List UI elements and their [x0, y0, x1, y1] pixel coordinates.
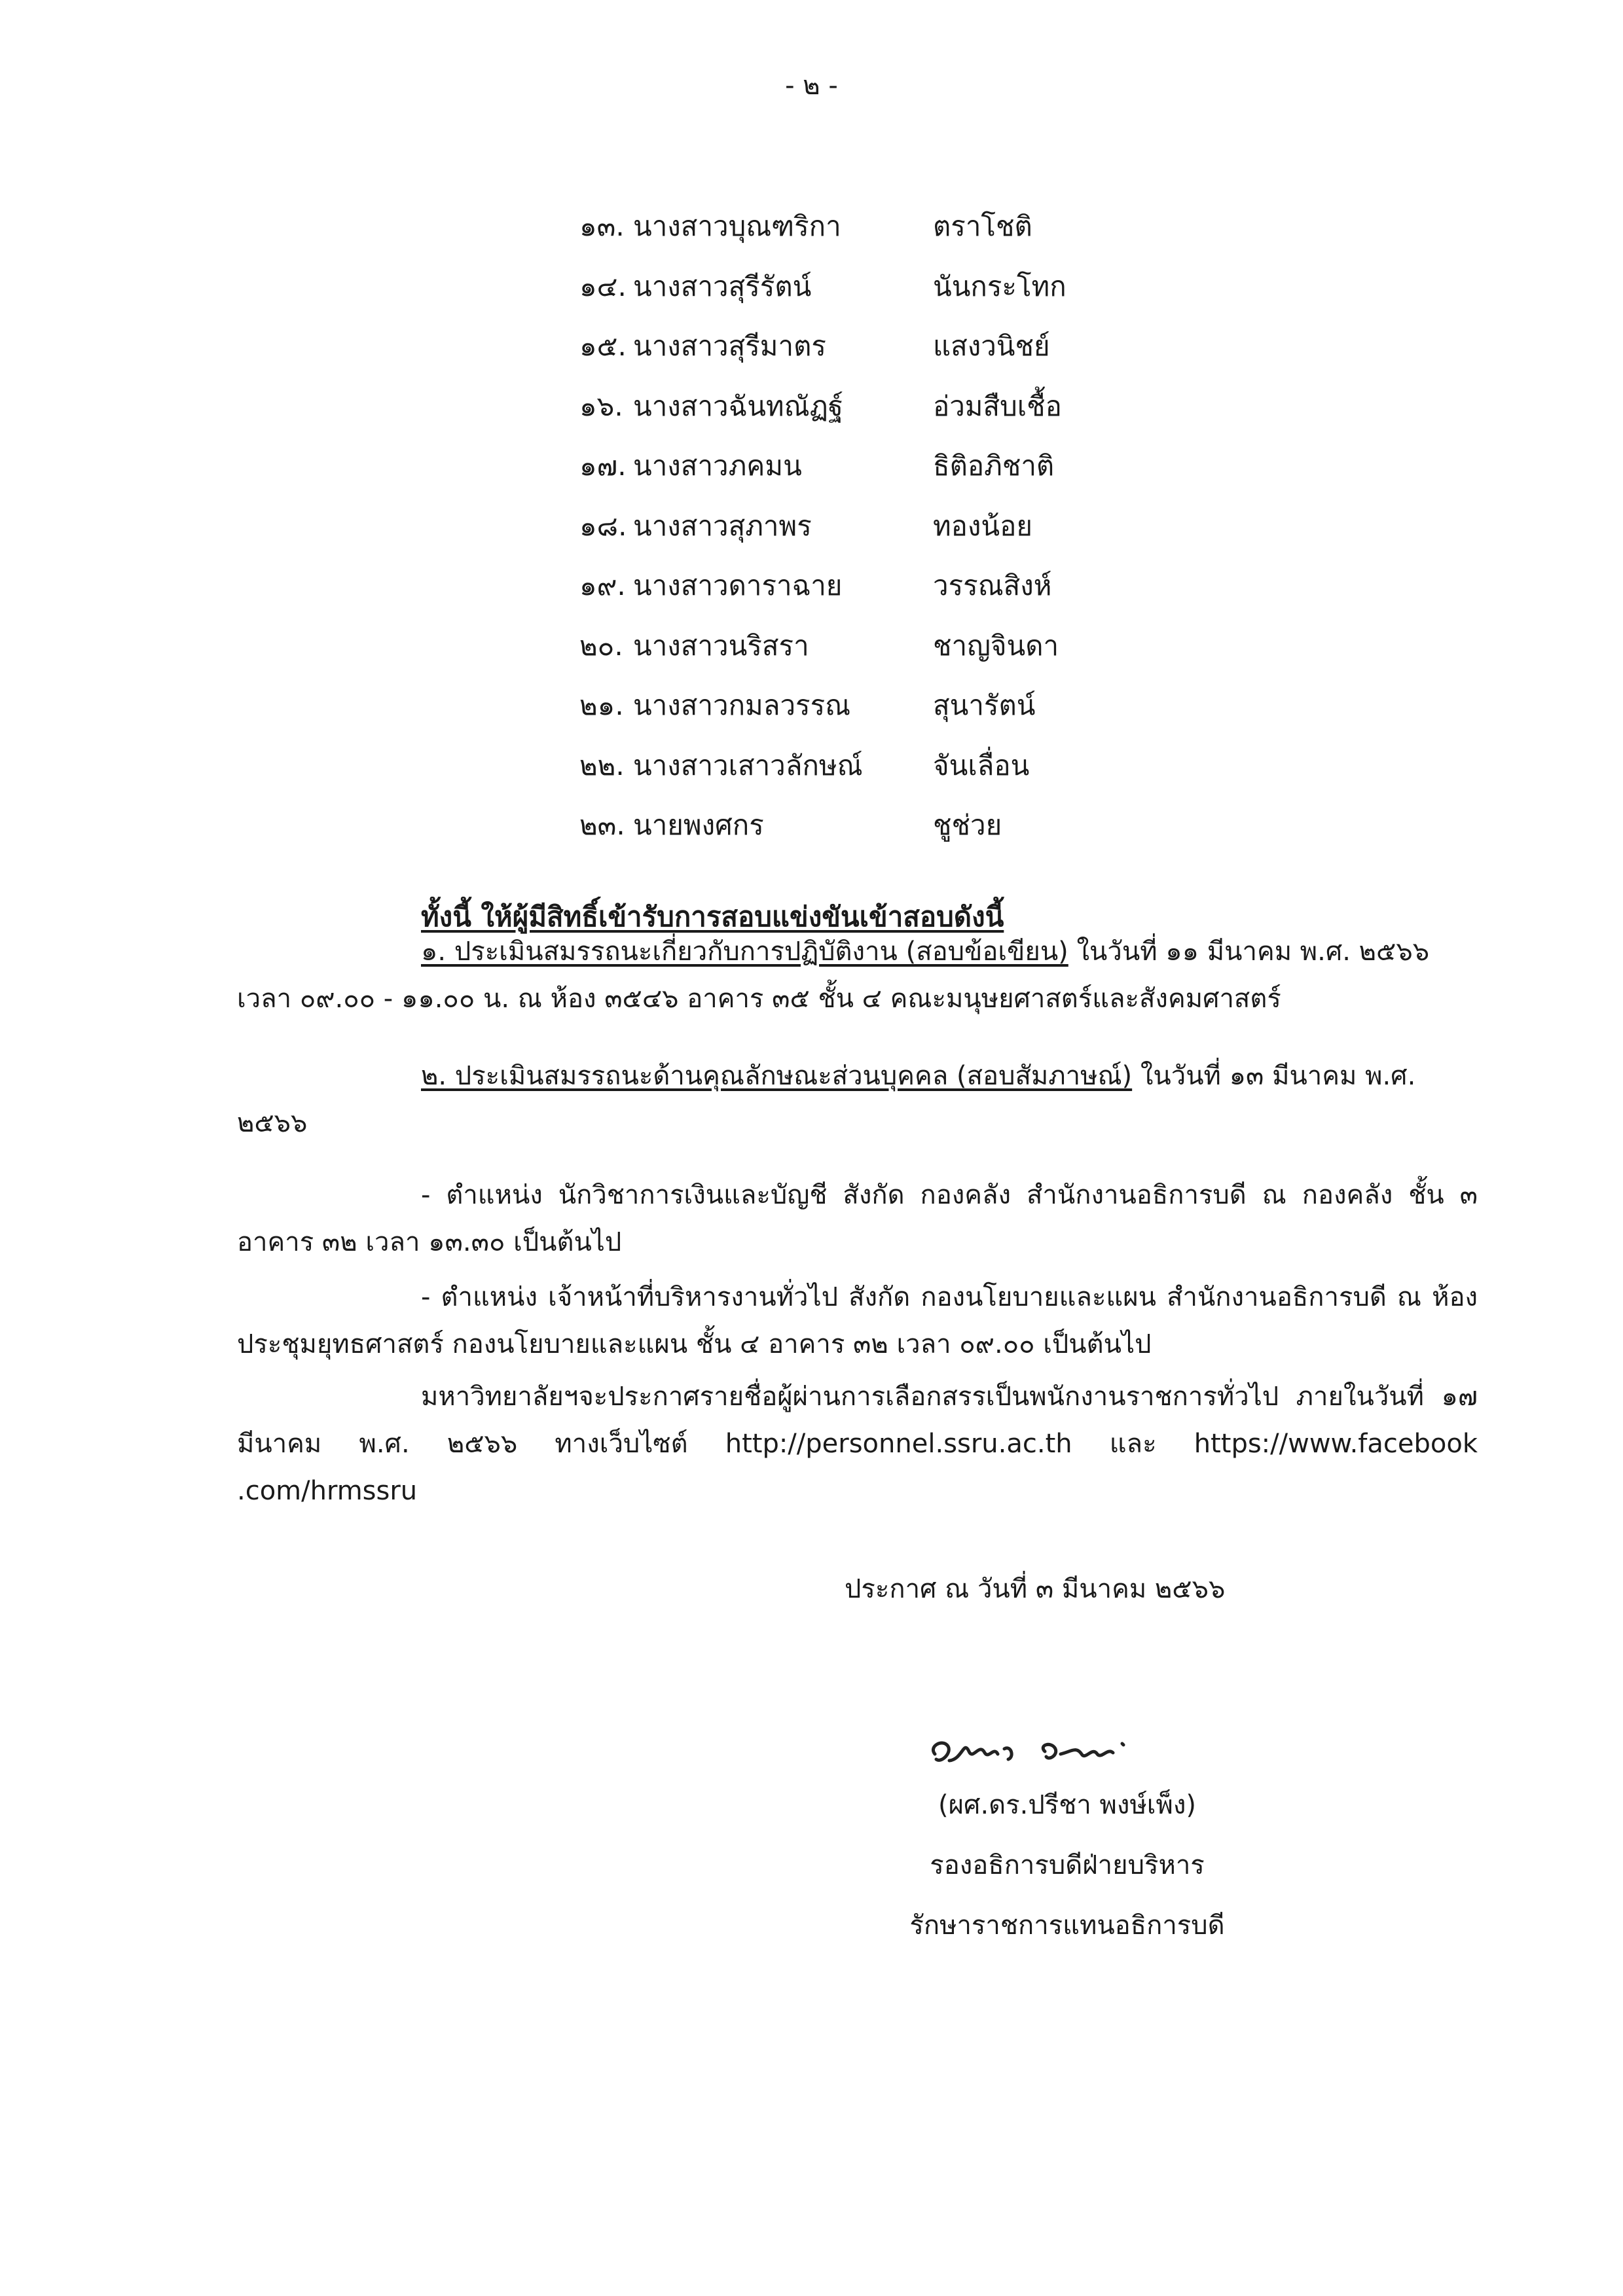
- results-announcement: [237, 1373, 1478, 1515]
- signer-block: [903, 1775, 1231, 1956]
- candidate-first-name: นางสาวสุรีรัตน์: [633, 270, 812, 302]
- candidate-row: [579, 436, 1169, 496]
- candidate-last-name: ธิติอภิชาติ: [933, 450, 1055, 482]
- candidate-first-name: นางสาวบุณฑริกา: [633, 210, 841, 242]
- exam-item-1-title: ๑. ประเมินสมรรถนะเกี่ยวกับการปฏิบัติงาน (สอบข้อเขียน): [421, 937, 1068, 967]
- candidate-last-name: จันเลื่อน: [933, 749, 1030, 781]
- candidate-number: ๑๓.: [579, 210, 625, 242]
- candidate-first-name: นางสาวกมลวรรณ: [633, 689, 851, 721]
- exam-item-1-detail: เวลา ๐๙.๐๐ - ๑๑.๐๐ น. ณ ห้อง ๓๕๔๖ อาคาร ๓๕ ชั้น ๔ คณะมนุษยศาสตร์และสังคมศาสตร์: [237, 984, 1281, 1014]
- candidate-last-name: วรรณสิงห์: [933, 569, 1052, 601]
- exam-item-1: [237, 928, 1478, 1022]
- candidate-first-name: นางสาวภคมน: [633, 450, 802, 482]
- candidate-first-name: นางสาวฉันทณัฏฐ์: [633, 389, 843, 422]
- exam-item-2: [237, 1052, 1478, 1147]
- exam-item-2-year: ๒๕๖๖: [237, 1108, 308, 1138]
- candidate-row: [579, 257, 1169, 317]
- candidate-first-name: นายพงศกร: [633, 809, 764, 841]
- candidate-row: [579, 795, 1169, 855]
- signer-name: (ผศ.ดร.ปรีชา พงษ์เพ็ง): [938, 1790, 1196, 1820]
- candidate-number: ๒๑.: [579, 689, 624, 721]
- candidate-last-name: นันกระโทก: [933, 270, 1067, 302]
- section-heading: ทั้งนี้ ให้ผู้มีสิทธิ์เข้ารับการสอบแข่งขันเข้าสอบดังนี้: [421, 901, 1004, 933]
- candidate-number: ๑๖.: [579, 389, 623, 422]
- candidate-last-name: สุนารัตน์: [933, 689, 1036, 721]
- candidate-first-name: นางสาวดาราฉาย: [633, 569, 843, 601]
- candidate-last-name: ตราโชติ: [933, 210, 1032, 242]
- candidate-number: ๑๘.: [579, 509, 627, 542]
- exam-item-2-title: ๒. ประเมินสมรรถนะด้านคุณลักษณะส่วนบุคคล (สอบสัมภาษณ์): [421, 1061, 1133, 1091]
- candidate-first-name: นางสาวนริสรา: [633, 629, 809, 662]
- position-2: [237, 1274, 1478, 1368]
- candidate-first-name: นางสาวสุรีมาตร: [633, 330, 826, 362]
- position-2-text: - ตำแหน่ง เจ้าหน้าที่บริหารงานทั่วไป สังกัด กองนโยบายและแผน สำนักงานอธิการบดี ณ ห้องประชุมยุทธศาสตร์ กองนโยบายและแผน ชั้น ๔ อาคาร ๓๒ เวลา ๐๙.๐๐ เป็นต้นไป: [237, 1282, 1478, 1359]
- signer-acting: รักษาราชการแทนอธิการบดี: [909, 1910, 1225, 1941]
- candidate-last-name: ชาญจินดา: [933, 629, 1059, 662]
- candidate-last-name: แสงวนิชย์: [933, 330, 1050, 362]
- signer-title: รองอธิการบดีฝ่ายบริหาร: [930, 1850, 1205, 1880]
- candidate-row: [579, 376, 1169, 437]
- results-text: มหาวิทยาลัยฯจะประกาศรายชื่อผู้ผ่านการเลือกสรรเป็นพนักงานราชการทั่วไป ภายในวันที่ ๑๗ มีนาคม พ.ศ. ๒๕๖๖ ทางเว็บไซต์ http://personnel.ssru.ac.th และ https://www.facebook .com/hrmssru: [237, 1382, 1478, 1506]
- candidate-first-name: นางสาวเสาวลักษณ์: [633, 749, 863, 781]
- candidate-last-name: ทองน้อย: [933, 509, 1032, 542]
- candidate-list: [579, 196, 1169, 855]
- candidate-number: ๑๙.: [579, 569, 626, 601]
- candidate-row: [579, 316, 1169, 376]
- candidate-number: ๒๐.: [579, 629, 623, 662]
- candidate-last-name: อ่วมสืบเชื้อ: [933, 389, 1062, 422]
- candidate-number: ๑๗.: [579, 450, 627, 482]
- candidate-number: ๑๕.: [579, 330, 627, 362]
- candidate-number: ๒๓.: [579, 809, 625, 841]
- candidate-number: ๑๔.: [579, 270, 627, 302]
- position-1-text: - ตำแหน่ง นักวิชาการเงินและบัญชี สังกัด กองคลัง สำนักงานอธิการบดี ณ กองคลัง ชั้น ๓ อาคาร ๓๒ เวลา ๑๓.๓๐ เป็นต้นไป: [237, 1180, 1478, 1257]
- candidate-row: [579, 736, 1169, 796]
- candidate-number: ๒๒.: [579, 749, 625, 781]
- candidate-row: [579, 556, 1169, 616]
- candidate-row: [579, 616, 1169, 676]
- exam-item-1-date: ในวันที่ ๑๑ มีนาคม พ.ศ. ๒๕๖๖: [1068, 937, 1430, 967]
- candidate-last-name: ชูช่วย: [933, 809, 1002, 841]
- candidate-row: [579, 675, 1169, 736]
- candidate-row: [579, 196, 1169, 257]
- announcement-date: ประกาศ ณ วันที่ ๓ มีนาคม ๒๕๖๖: [845, 1574, 1226, 1604]
- exam-item-2-date: ในวันที่ ๑๓ มีนาคม พ.ศ.: [1132, 1061, 1416, 1091]
- page-number: - ๒ -: [785, 71, 838, 101]
- candidate-row: [579, 496, 1169, 556]
- candidate-first-name: นางสาวสุภาพร: [633, 509, 812, 542]
- position-1: [237, 1172, 1478, 1266]
